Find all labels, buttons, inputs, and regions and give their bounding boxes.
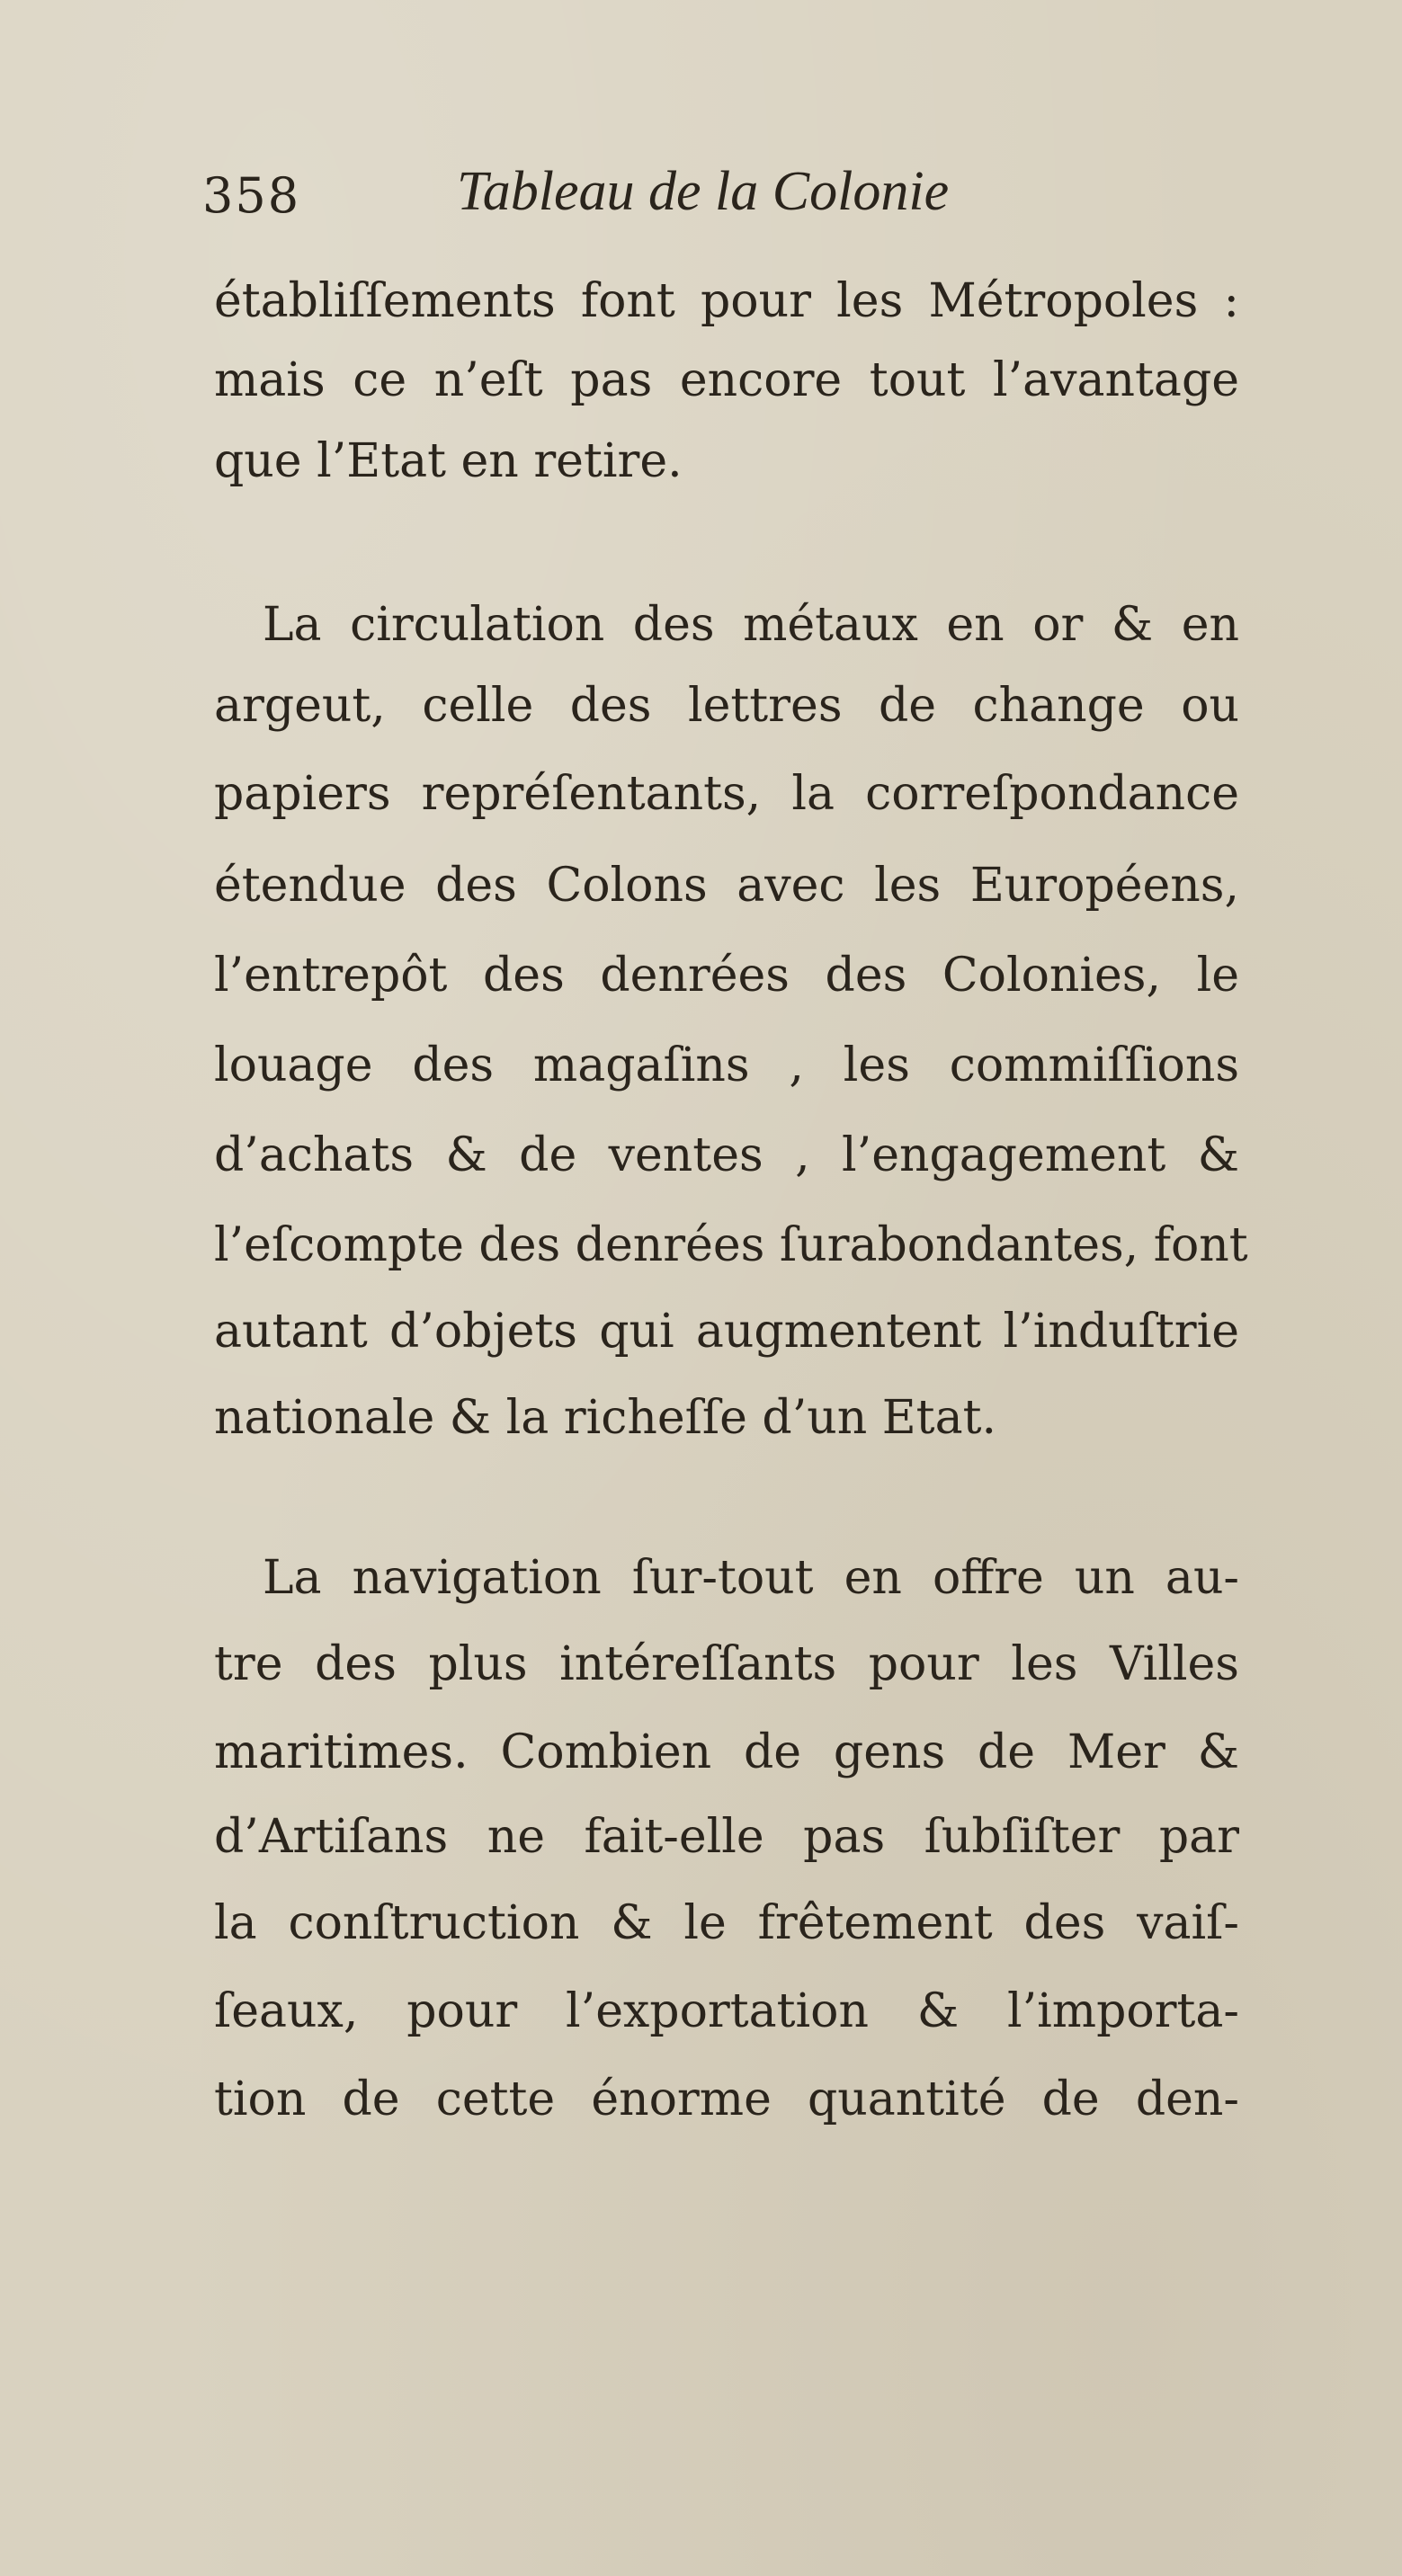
text-line: autant d’objets qui augmentent l’induſtrie: [214, 1305, 1239, 1359]
text-line: La circulation des métaux en or & en: [263, 598, 1239, 652]
text-line: louage des magaſins , les commiſſions: [214, 1038, 1239, 1092]
text-line: l’eſcompte des denrées ſurabondantes, font: [214, 1218, 1248, 1272]
text-line: que l’Etat en retire.: [214, 434, 683, 488]
page-header: [202, 160, 1281, 232]
text-line: argeut, celle des lettres de change ou: [214, 679, 1239, 733]
text-line: nationale & la richeſſe d’un Etat.: [214, 1391, 997, 1445]
text-line: établiſſements font pour les Métropoles :: [214, 274, 1239, 328]
text-line: d’Artiſans ne fait-elle pas ſubſiſter par: [214, 1810, 1239, 1864]
text-line: d’achats & de ventes , l’engagement &: [214, 1128, 1239, 1182]
text-line: papiers repréſentants, la correſpondance: [214, 767, 1239, 821]
text-line: mais ce n’eſt pas encore tout l’avantage: [214, 353, 1239, 407]
text-line: la conſtruction & le frêtement des vaiſ-: [214, 1896, 1239, 1950]
text-line: tion de cette énorme quantité de den-: [214, 2072, 1239, 2126]
running-title: Tableau de la Colonie: [457, 161, 950, 222]
page-number: 358: [202, 167, 301, 224]
text-line: l’entrepôt des denrées des Colonies, le: [214, 949, 1239, 1003]
text-line: étendue des Colons avec les Européens,: [214, 859, 1239, 913]
text-line: tre des plus intéreſſants pour les Villes: [214, 1637, 1239, 1691]
text-line: ſeaux, pour l’exportation & l’importa-: [214, 1984, 1239, 2038]
text-line: maritimes. Combien de gens de Mer &: [214, 1725, 1239, 1779]
text-line: La navigation ſur-tout en offre un au-: [263, 1551, 1239, 1605]
